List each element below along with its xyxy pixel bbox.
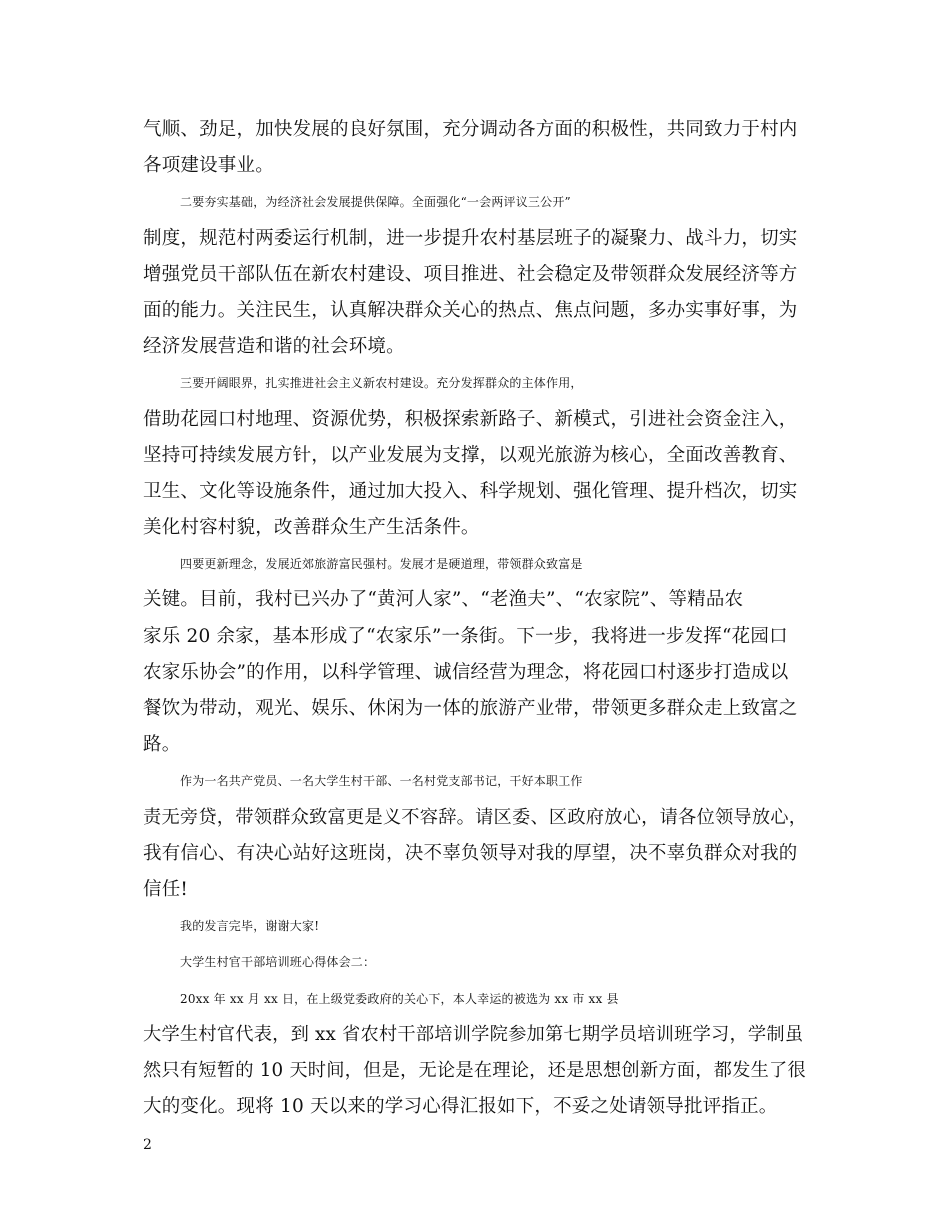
- paragraph-line: 大学生村官代表，到 xx 省农村干部培训学院参加第七期学员培训班学习，学制虽: [143, 1023, 804, 1045]
- paragraph-line: 气顺、劲足，加快发展的良好氛围，充分调动各方面的积极性，共同致力于村内: [143, 119, 798, 140]
- paragraph-line: 坚持可持续发展方针，以产业发展为支撑，以观光旅游为核心，全面改善教育、: [143, 444, 798, 466]
- paragraph-line: 餐饮为带动，观光、娱乐、休闲为一体的旅游产业带，带领更多群众走上致富之: [143, 698, 798, 719]
- paragraph-first-line: 二要夯实基础，为经济社会发展提供保障。全面强化“一会两评议三公开”: [180, 195, 571, 210]
- document-body: [143, 112, 811, 1125]
- paragraph-line: 大的变化。现将 10 天以来的学习心得汇报如下，不妥之处请领导批评指正。: [143, 1096, 778, 1118]
- paragraph-line: 经济发展营造和谐的社会环境。: [143, 336, 405, 358]
- page-number: 2: [143, 1137, 152, 1153]
- paragraph-line: 信任!: [143, 878, 189, 900]
- paragraph-line: 各项建设事业。: [143, 155, 274, 177]
- paragraph-line: 借助花园口村地理、资源优势，积极探索新路子、新模式，引进社会资金注入，: [143, 408, 798, 430]
- paragraph-line: 路。: [143, 734, 181, 756]
- paragraph-line: 关键。目前，我村已兴办了“黄河人家”、“老渔夫”、“农家院”、等精品农: [143, 589, 744, 611]
- paragraph-first-line: 大学生村官干部培训班心得体会二：: [180, 955, 376, 970]
- paragraph-line: 农家乐协会”的作用，以科学管理、诚信经营为理念，将花园口村逐步打造成以: [143, 661, 789, 683]
- paragraph-first-line: 我的发言完毕，谢谢大家!: [180, 919, 320, 934]
- paragraph-line: 我有信心、有决心站好这班岗，决不辜负领导对我的厚望，决不辜负群众对我的: [143, 842, 798, 864]
- paragraph-first-line: 作为一名共产党员、一名大学生村干部、一名村党支部书记，干好本职工作: [180, 774, 583, 789]
- paragraph-line: 然只有短暂的 10 天时间，但是，无论是在理论，还是思想创新方面，都发生了很: [143, 1059, 806, 1081]
- paragraph-line: 制度，规范村两委运行机制，进一步提升农村基层班子的凝聚力、战斗力，切实: [143, 227, 798, 249]
- paragraph-line: 面的能力。关注民生，认真解决群众关心的热点、焦点问题，多办实事好事，为: [143, 299, 798, 321]
- paragraph-line: 增强党员干部队伍在新农村建设、项目推进、社会稳定及带领群众发展经济等方: [143, 263, 798, 285]
- paragraph-line: 美化村容村貌，改善群众生产生活条件。: [143, 517, 480, 539]
- paragraph-line: 家乐 20 余家，基本形成了“农家乐”一条街。下一步，我将进一步发挥“花园口: [143, 625, 788, 647]
- paragraph-first-line: 20xx 年 xx 月 xx 日，在上级党委政府的关心下，本人幸运的被选为 xx 市 xx 县: [180, 991, 619, 1006]
- paragraph-first-line: 三要开阔眼界，扎实推进社会主义新农村建设。充分发挥群众的主体作用，: [180, 376, 583, 391]
- paragraph-first-line: 四要更新理念，发展近郊旅游富民强村。发展才是硬道理，带领群众致富是: [180, 557, 583, 572]
- paragraph-line: 责无旁贷，带领群众致富更是义不容辞。请区委、区政府放心，请各位领导放心，: [143, 806, 808, 828]
- paragraph-line: 卫生、文化等设施条件，通过加大投入、科学规划、强化管理、提升档次，切实: [143, 480, 798, 502]
